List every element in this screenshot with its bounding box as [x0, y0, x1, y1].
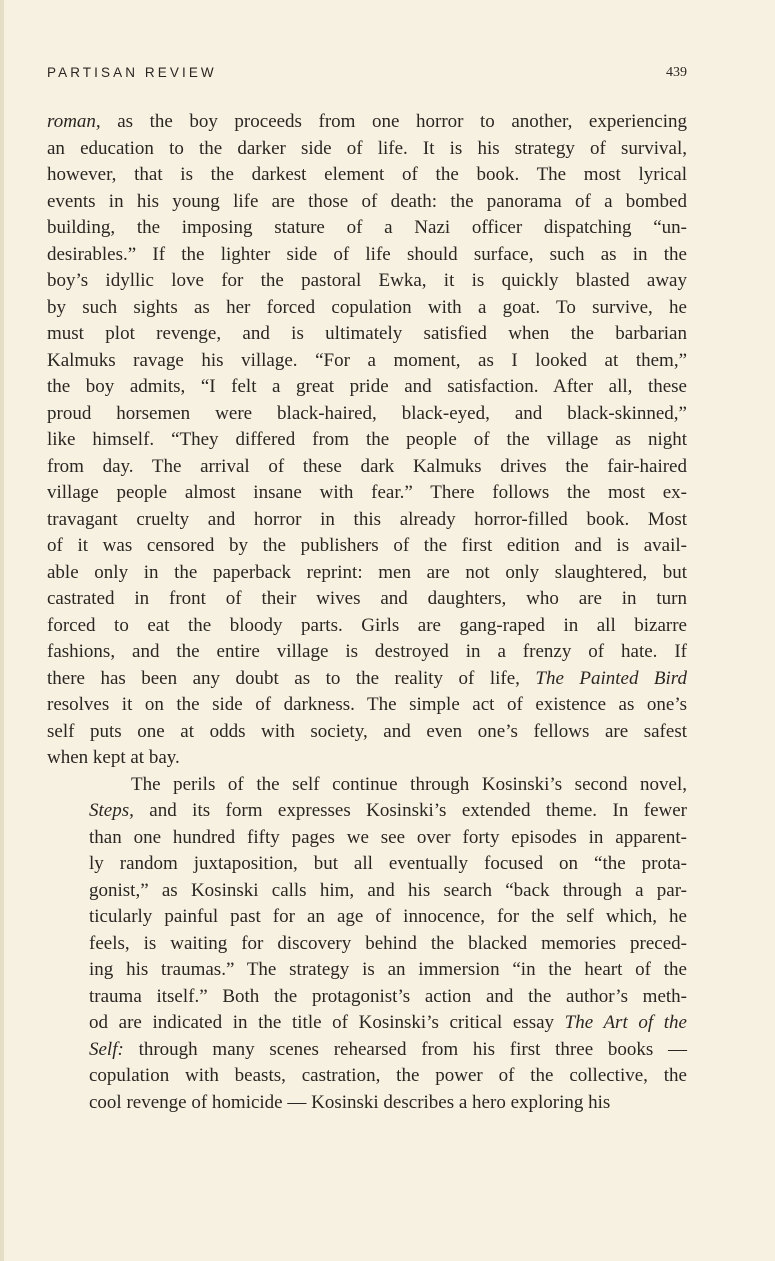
text-line: resolves it on the side of darkness. The simple act of existence as one’s [47, 694, 687, 715]
text-line: there has been any doubt as to the reality of life, The Painted Bird [47, 667, 687, 689]
text-line: by such sights as her forced copulation with a goat. To survive, he [47, 296, 687, 318]
body-text [47, 109, 687, 1116]
text-line: Self: through many scenes rehearsed from his first three books — [89, 1038, 687, 1060]
text-line: an education to the darker side of life. It is his strategy of survival, [47, 137, 687, 159]
page-number: 439 [666, 65, 687, 80]
text-line: travagant cruelty and horror in this already horror-filled book. Most [47, 508, 687, 530]
text-line: than one hundred fifty pages we see over forty episodes in apparent- [89, 826, 687, 848]
text-line: self puts one at odds with society, and even one’s fellows are safest [47, 720, 687, 742]
text-line: gonist,” as Kosinski calls him, and his search “back through a par- [89, 879, 687, 901]
text-line: od are indicated in the title of Kosinski’s critical essay The Art of the [89, 1012, 687, 1033]
paragraph [47, 772, 687, 1117]
text-line: copulation with beasts, castration, the power of the collective, the [89, 1065, 687, 1086]
text-line: events in his young life are those of death: the panorama of a bombed [47, 190, 687, 212]
text-line: fashions, and the entire village is destroyed in a frenzy of hate. If [47, 641, 687, 662]
text-line: of it was censored by the publishers of the first edition and is avail- [47, 535, 687, 556]
running-head: PARTISAN REVIEW [47, 65, 217, 80]
text-line: Steps, and its form expresses Kosinski’s extended theme. In fewer [89, 800, 687, 821]
text-line: proud horsemen were black-haired, black-eyed, and black-skinned,” [47, 402, 687, 424]
text-line: from day. The arrival of these dark Kalmuks drives the fair-haired [47, 455, 687, 477]
text-line: forced to eat the bloody parts. Girls are gang-raped in all bizarre [47, 614, 687, 636]
text-line: trauma itself.” Both the protagonist’s action and the author’s meth- [89, 985, 687, 1007]
page-edge [0, 0, 4, 1261]
text-line: cool revenge of homicide — Kosinski describes a hero exploring his [89, 1091, 611, 1113]
text-line: must plot revenge, and is ultimately satisfied when the barbarian [47, 323, 687, 344]
text-line: however, that is the darkest element of the book. The most lyrical [47, 164, 687, 185]
text-line: when kept at bay. [47, 747, 180, 768]
text-line: Kalmuks ravage his village. “For a moment, as I looked at them,” [47, 349, 687, 371]
text-line: desirables.” If the lighter side of life should surface, such as in the [47, 243, 687, 265]
text-line: ing his traumas.” The strategy is an immersion “in the heart of the [89, 959, 687, 980]
text-line: roman, as the boy proceeds from one horror to another, experiencing [47, 111, 687, 132]
page-header [47, 64, 687, 84]
text-line: ly random juxtaposition, but all eventually focused on “the prota- [89, 853, 687, 874]
text-line: village people almost insane with fear.” There follows the most ex- [47, 482, 687, 503]
text-line: the boy admits, “I felt a great pride and satisfaction. After all, these [47, 376, 687, 397]
paragraph [47, 109, 687, 772]
text-line: able only in the paperback reprint: men are not only slaughtered, but [47, 561, 687, 583]
text-line: feels, is waiting for discovery behind the blacked memories preced- [89, 932, 687, 954]
text-line: ticularly painful past for an age of innocence, for the self which, he [89, 906, 687, 927]
text-line: The perils of the self continue through Kosinski’s second novel, [131, 773, 687, 795]
text-line: building, the imposing stature of a Nazi officer dispatching “un- [47, 217, 687, 238]
text-line: castrated in front of their wives and daughters, who are in turn [47, 588, 687, 609]
text-line: boy’s idyllic love for the pastoral Ewka, it is quickly blasted away [47, 270, 687, 291]
text-line: like himself. “They differed from the people of the village as night [47, 429, 687, 450]
